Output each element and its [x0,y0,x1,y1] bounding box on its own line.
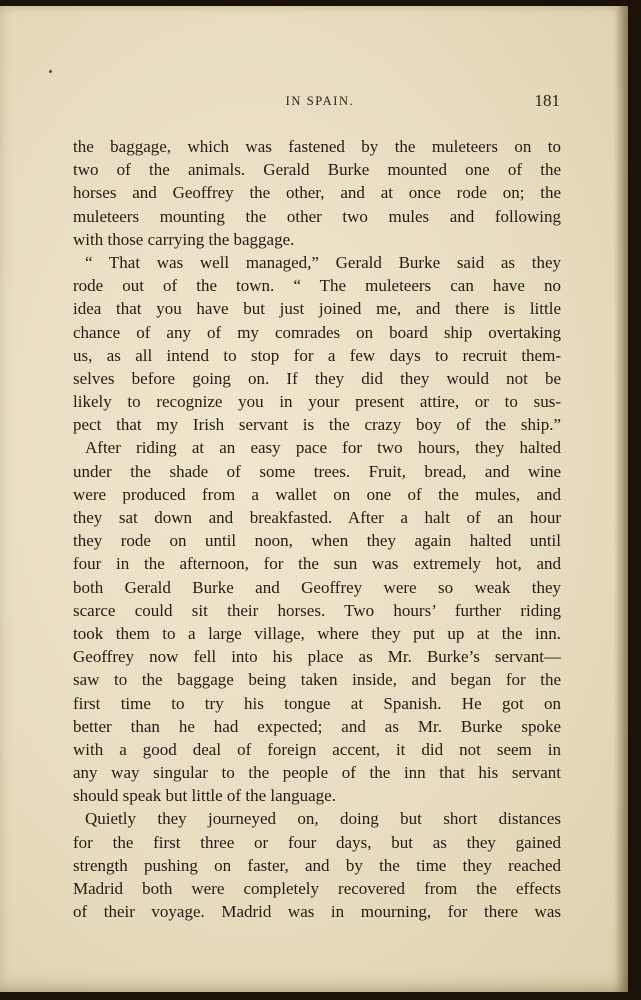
text-line: horses and Geoffrey the other, and at once rode on; the [73,183,561,203]
text-line: pect that my Irish servant is the crazy boy of the ship.” [73,415,561,435]
text-line: four in the afternoon, for the sun was extremely hot, and [73,554,561,574]
body-text [73,135,561,923]
running-title: IN SPAIN. [285,94,355,108]
text-line: muleteers mounting the other two mules and following [73,206,561,226]
book-page [0,6,628,992]
text-line: us, as all intend to stop for a few days to recruit them- [73,345,561,365]
text-line: for the first three or four days, but as they gained [73,832,561,852]
text-line: After riding at an easy pace for two hours, they halted [85,438,561,458]
text-line: scarce could sit their horses. Two hours’ further riding [73,600,561,620]
text-line: both Gerald Burke and Geoffrey were so weak they [73,577,561,597]
text-line: the baggage, which was fastened by the muleteers on to [73,137,561,156]
text-line: they rode on until noon, when they again halted until [73,531,561,551]
text-line: with those carrying the baggage. [73,229,295,249]
text-line: of their voyage. Madrid was in mourning, for there was [73,902,561,922]
page-number: 181 [534,91,560,110]
text-line: Geoffrey now fell into his place as Mr. Burke’s servant— [73,647,561,667]
text-line: two of the animals. Gerald Burke mounted one of the [73,160,561,180]
text-line: selves before going on. If they did they would not be [73,368,561,388]
text-line: any way singular to the people of the inn that his servant [73,763,561,783]
text-line: saw to the baggage being taken inside, and began for the [73,670,561,690]
text-line: under the shade of some trees. Fruit, bread, and wine [73,461,561,481]
text-line: they sat down and breakfasted. After a halt of an hour [73,508,561,527]
text-line: strength pushing on faster, and by the time they reached [73,855,561,875]
text-line: likely to recognize you in your present attire, or to sus- [73,392,561,412]
text-line: Quietly they journeyed on, doing but short distances [85,809,561,829]
text-line: better than he had expected; and as Mr. Burke spoke [73,716,561,736]
text-line: were produced from a wallet on one of the mules, and [73,484,561,504]
text-line: first time to try his tongue at Spanish. He got on [73,693,561,713]
text-line: Madrid both were completely recovered from the effects [73,879,561,898]
paper-speck [49,70,52,73]
text-line: should speak but little of the language. [73,786,336,806]
text-line: chance of any of my comrades on board ship overtaking [73,322,561,342]
text-line: took them to a large village, where they put up at the inn. [73,623,561,643]
page-gutter-shadow [614,6,628,992]
text-line: idea that you have but just joined me, and there is little [73,299,561,319]
text-line: rode out of the town. “ The muleteers can have no [73,276,561,296]
text-line: “ That was well managed,” Gerald Burke said as they [85,252,561,272]
running-head [0,91,628,114]
text-line: with a good deal of foreign accent, it did not seem in [73,739,561,759]
